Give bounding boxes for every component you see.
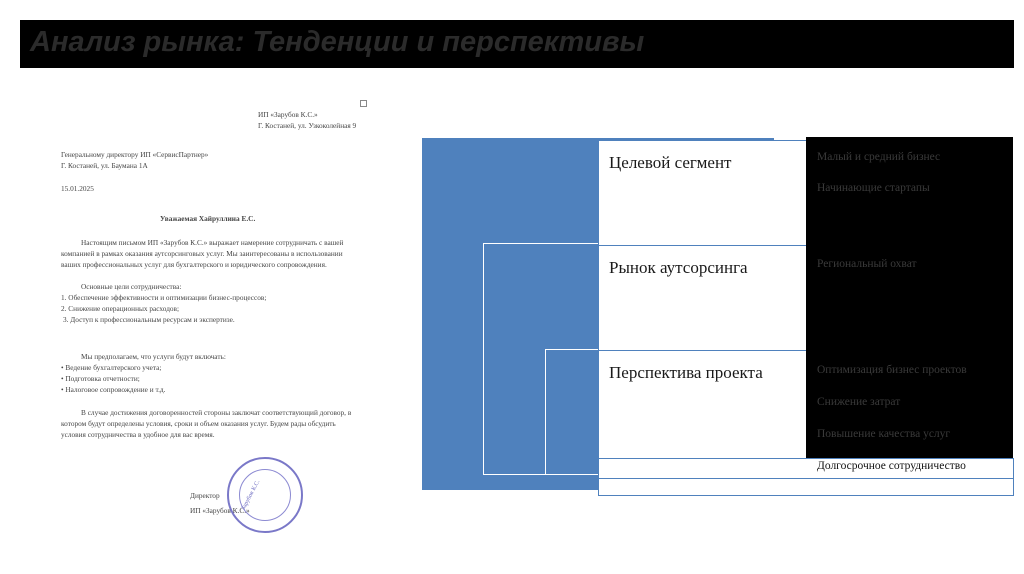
letter-paragraph-line: Настоящим письмом ИП «Зарубов К.С.» выражает намерение сотрудничать с вашей [81, 238, 344, 247]
corner-mark-icon [360, 100, 367, 107]
letter-goal: 3. Доступ к профессиональным ресурсам и экспертизе. [63, 315, 235, 324]
segment-target [598, 140, 812, 246]
letter-sender-address: Г. Костаней, ул. Узкоколейная 9 [258, 121, 357, 130]
stamp-text: Зарубов К.С. [240, 479, 262, 512]
letter-recipient: Генеральному директору ИП «СервисПартнер» [61, 150, 209, 159]
letter-sender-name: ИП «Зарубов К.С.» [258, 110, 318, 119]
title-fade [934, 20, 1014, 68]
letter-sign-title: Директор [190, 491, 220, 500]
detail-item: Малый и средний бизнес [817, 151, 941, 163]
detail-item-bottom: Долгосрочное сотрудничество [817, 460, 966, 472]
letter-paragraph-line: условия сотрудничества в удобное для вас время. [61, 430, 215, 439]
detail-item: Региональный охват [817, 258, 917, 270]
bottom-row-divider [599, 478, 1013, 479]
segment-label: Рынок аутсорсинга [609, 258, 748, 277]
letter-paragraph-line: котором будут определены условия, сроки и объем оказания услуг. Будем рады обсудить [61, 419, 336, 428]
stamp-icon [227, 457, 303, 533]
letter-paragraph-line: В случае достижения договоренностей стороны заключат соответствующий договор, в [81, 408, 352, 417]
letter-services-title: Мы предполагаем, что услуги будут включать: [81, 352, 226, 361]
letter-goal: 2. Снижение операционных расходов; [61, 304, 180, 313]
detail-item: Снижение затрат [817, 396, 901, 408]
letter-date: 15.01.2025 [61, 184, 94, 193]
segment-label: Перспектива проекта [609, 363, 763, 382]
detail-item: Оптимизация бизнес проектов [817, 364, 967, 376]
segment-outlook [598, 350, 812, 460]
letter-greeting: Уважаемая Хайруллина Е.С. [160, 214, 256, 223]
letter-paragraph-line: ваших профессиональных услуг для бухгалтерского и юридического сопровождения. [61, 260, 327, 269]
letter-goals-title: Основные цели сотрудничества: [81, 282, 182, 291]
letter-service: • Налоговое сопровождение и т.д. [61, 385, 166, 394]
letter-goal: 1. Обеспечение эффективности и оптимизации бизнес-процессов; [61, 293, 267, 302]
segment-label: Целевой сегмент [609, 153, 732, 172]
letter-service: • Подготовка отчетности; [61, 374, 140, 383]
detail-item: Начинающие стартапы [817, 182, 930, 194]
scanned-letter [55, 85, 375, 545]
slide-title: Анализ рынка: Тенденции и перспективы [30, 26, 645, 58]
segment-market [598, 245, 812, 351]
letter-sign-name: ИП «Зарубов К.С.» [190, 506, 250, 515]
detail-item: Повышение качества услуг [817, 428, 951, 440]
letter-service: • Ведение бухгалтерского учета; [61, 363, 162, 372]
title-bar [20, 20, 1014, 68]
letter-paragraph-line: компанией в рамках оказания аутсорсинговых услуг. Мы заинтересованы в использовании [61, 249, 343, 258]
letter-recipient-address: Г. Костаней, ул. Баумана 1А [61, 161, 148, 170]
